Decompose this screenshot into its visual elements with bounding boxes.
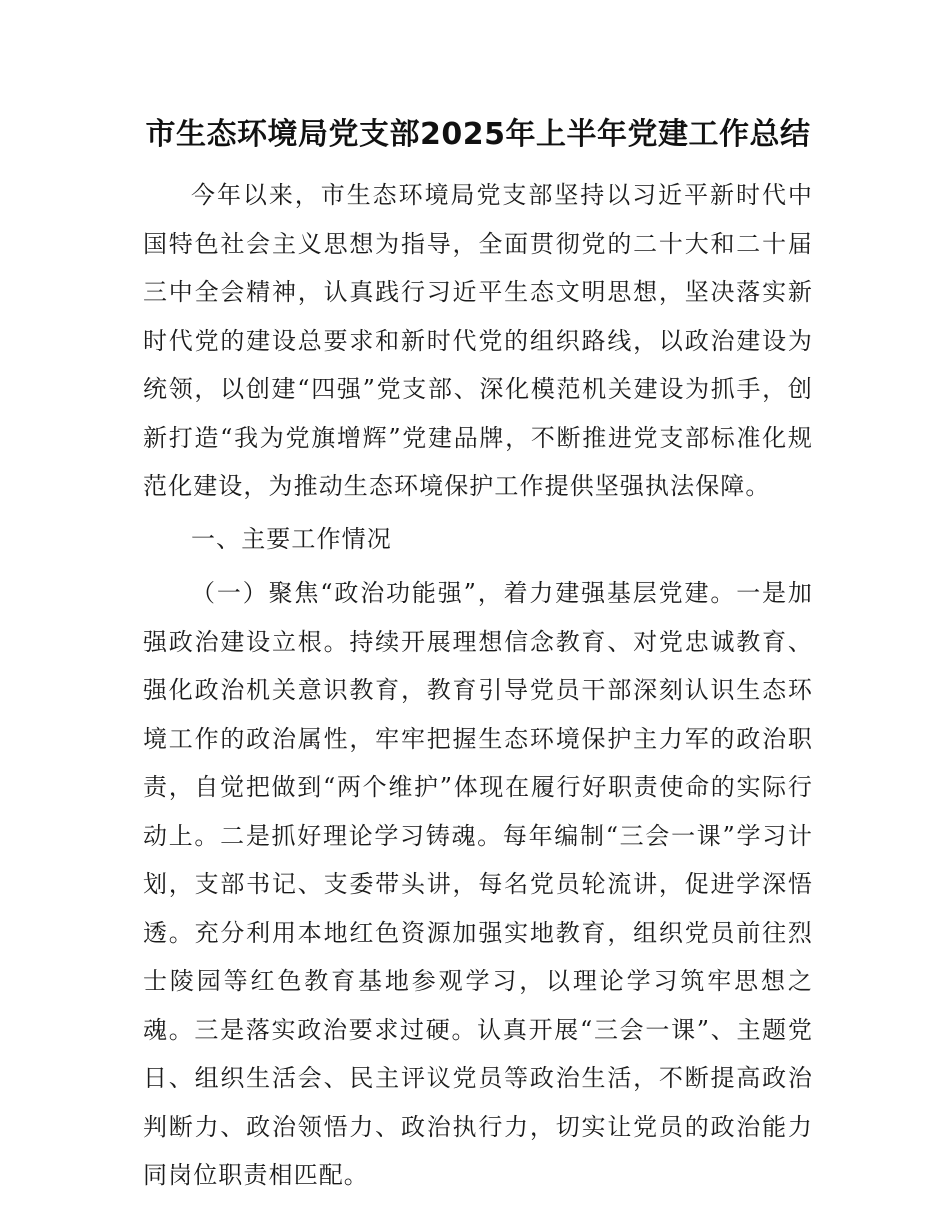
document-page (143, 113, 813, 1200)
section-heading: 一、主要工作情况 (191, 524, 392, 553)
document-body (143, 171, 813, 1200)
section-paragraph: （一）聚焦“政治功能强”，着力建强基层党建。一是加强政治建设立根。持续开展理想信念教育、对党忠诚教育、强化政治机关意识教育，教育引导党员干部深刻认识生态环境工作的政治属性，牢牢把握生态环境保护主力军的政治职责，自觉把做到“两个维护”体现在履行好职责使命的实际行动上。二是抓好理论学习铸魂。每年编制“三会一课”学习计划，支部书记、支委带头讲，每名党员轮流讲，促进学深悟透。充分利用本地红色资源加强实地教育，组织党员前往烈士陵园等红色教育基地参观学习，以理论学习筑牢思想之魂。三是落实政治要求过硬。认真开展“三会一课”、主题党日、组织生活会、民主评议党员等政治生活，不断提高政治判断力、政治领悟力、政治执行力，切实让党员的政治能力同岗位职责相匹配。 (143, 579, 813, 1189)
intro-paragraph: 今年以来，市生态环境局党支部坚持以习近平新时代中国特色社会主义思想为指导，全面贯彻党的二十大和二十届三中全会精神，认真践行习近平生态文明思想，坚决落实新时代党的建设总要求和新时代党的组织路线，以政治建设为统领，以创建“四强”党支部、深化模范机关建设为抓手，创新打造“我为党旗增辉”党建品牌，不断推进党支部标准化规范化建设，为推动生态环境保护工作提供坚强执法保障。 (143, 181, 813, 500)
document-title: 市生态环境局党支部2025年上半年党建工作总结 (145, 117, 811, 152)
